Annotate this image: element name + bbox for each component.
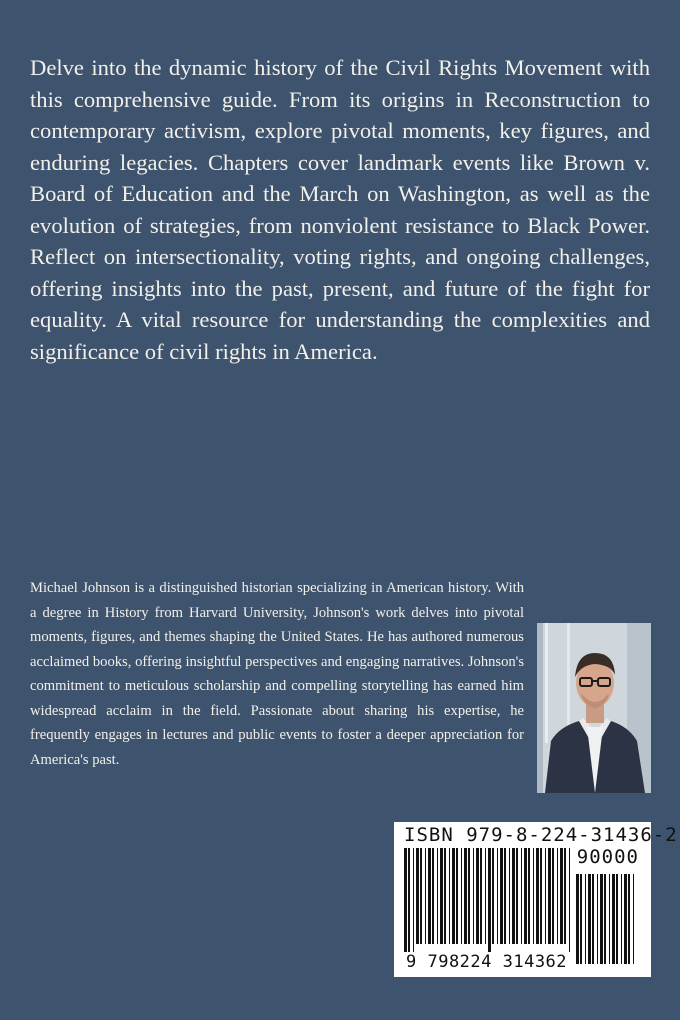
barcode-bar	[473, 848, 474, 944]
author-photo	[537, 623, 651, 793]
barcode-bar	[416, 848, 419, 944]
barcode-bar	[588, 874, 591, 964]
barcode-bar	[604, 874, 606, 964]
barcode-bar	[476, 848, 479, 944]
barcode-bar	[609, 874, 610, 964]
barcode-bar	[516, 848, 518, 944]
barcode-bar	[408, 848, 410, 952]
barcode-bar	[492, 848, 494, 944]
barcode-bar	[521, 848, 522, 944]
barcode-bar	[509, 848, 510, 944]
isbn-barcode	[394, 822, 678, 977]
barcode-bar	[485, 848, 486, 944]
barcode-bar	[428, 848, 431, 944]
barcode-bar	[440, 848, 443, 944]
barcode-bar	[624, 874, 627, 964]
barcode-bar	[449, 848, 450, 944]
barcode-bar	[597, 874, 598, 964]
barcode-bar	[432, 848, 434, 944]
barcode-bar	[456, 848, 458, 944]
barcode-bar	[413, 848, 414, 952]
barcode-bar	[504, 848, 506, 944]
barcode-bar	[425, 848, 426, 944]
barcode-bar	[500, 848, 503, 944]
barcode-bar	[480, 848, 482, 944]
barcode-bar	[512, 848, 515, 944]
barcode-bar	[612, 874, 615, 964]
barcode-bar	[616, 874, 618, 964]
barcode-bar	[536, 848, 539, 944]
barcode-bar	[528, 848, 530, 944]
barcode-bar	[600, 874, 603, 964]
barcode-bar	[552, 848, 554, 944]
barcode-bar	[533, 848, 534, 944]
barcode-bar	[560, 848, 563, 944]
book-description: Delve into the dynamic history of the Civil Rights Movement with this comprehensive guide. From its origins in Reconstruction to contemporary activism, explore pivotal moments, key figures, and enduring legacies. Chapters cover landmark events like Brown v. Board of Education and the March on Washington, as well as the evolution of strategies, from nonviolent resistance to Black Power. Reflect on intersectionality, voting rights, and ongoing challenges, offering insights into the past, present, and future of the fight for equality. A vital resource for understanding the complexities and significance of civil rights in America.	[30, 55, 650, 364]
barcode-bar	[540, 848, 542, 944]
price-code: 90000	[576, 846, 639, 868]
addon-barcode-bars	[576, 874, 638, 972]
barcode-bar	[404, 848, 407, 952]
barcode-bar	[564, 848, 566, 944]
barcode-bar	[576, 874, 579, 964]
barcode-bar	[545, 848, 546, 944]
barcode-bar	[524, 848, 527, 944]
ean-digits: 9 798224 314362	[406, 952, 568, 972]
barcode-bar	[444, 848, 446, 944]
barcode-bar	[628, 874, 630, 964]
barcode-bar	[464, 848, 467, 944]
barcode-bar	[468, 848, 470, 944]
barcode-bar	[580, 874, 582, 964]
barcode-bar	[569, 848, 570, 952]
barcode-bar	[497, 848, 498, 944]
main-barcode-bars	[404, 848, 572, 952]
barcode-bar	[420, 848, 422, 944]
barcode-bar	[437, 848, 438, 944]
barcode-bar	[592, 874, 594, 964]
barcode-bar	[621, 874, 622, 964]
author-bio: Michael Johnson is a distinguished historian specializing in American history. With a degree in History from Harvard University, Johnson's work delves into pivotal moments, figures, and themes shaping the United States. He has authored numerous acclaimed books, offering insightful perspectives and engaging narratives. Johnson's commitment to meticulous scholarship and compelling storytelling has earned him widespread acclaim in the field. Passionate about sharing his expertise, he frequently engages in lectures and public events to foster a deeper appreciation for America's past.	[30, 580, 524, 768]
isbn-label: ISBN 979-8-224-31436-2	[404, 824, 678, 846]
barcode-bar	[452, 848, 455, 944]
barcode-bar	[548, 848, 551, 944]
barcode-bar	[585, 874, 586, 964]
barcode-bar	[557, 848, 558, 944]
barcode-bar	[633, 874, 634, 964]
barcode-bar	[488, 848, 491, 952]
barcode-bar	[461, 848, 462, 944]
